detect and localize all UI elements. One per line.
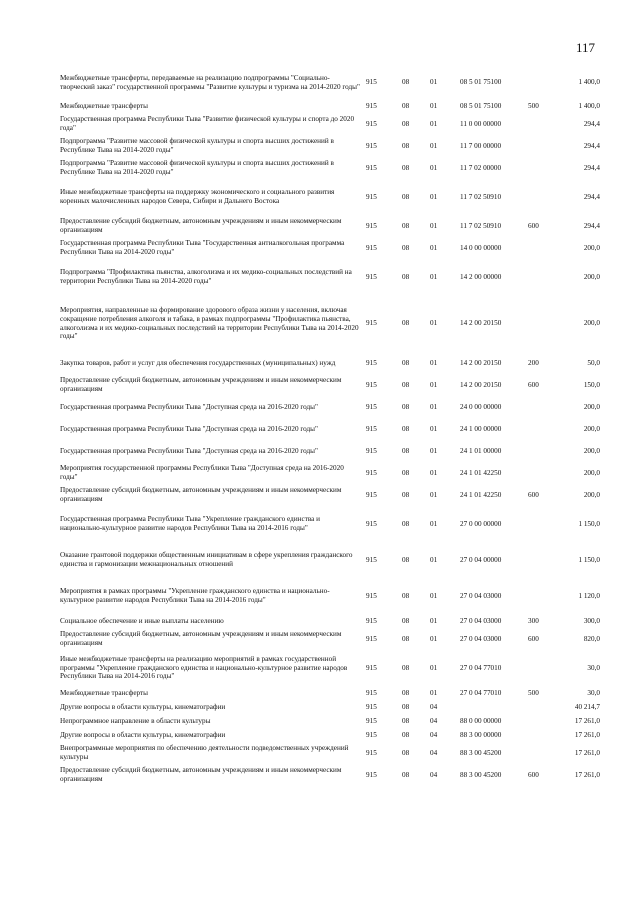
table-row: [60, 259, 600, 295]
table-row: [60, 714, 600, 728]
table-row: [60, 650, 600, 686]
row-target-article: 24 1 01 00000: [460, 446, 502, 455]
row-section: 08: [402, 380, 410, 389]
row-amount: 200,0: [583, 468, 600, 477]
table-row: [60, 157, 600, 179]
row-gr-code: 915: [366, 446, 377, 455]
row-subsection: 01: [430, 424, 438, 433]
row-subsection: 01: [430, 163, 438, 172]
row-subsection: 01: [430, 221, 438, 230]
row-gr-code: 915: [366, 702, 377, 711]
row-gr-code: 915: [366, 163, 377, 172]
row-subsection: 01: [430, 519, 438, 528]
row-target-article: 27 0 04 03000: [460, 634, 502, 643]
row-subsection: 01: [430, 243, 438, 252]
row-expense-type: [528, 259, 554, 295]
row-target-article: 08 5 01 75100: [460, 101, 502, 110]
table-row: [60, 215, 600, 237]
row-gr-code: 915: [366, 402, 377, 411]
row-section: 08: [402, 163, 410, 172]
row-gr-code: 915: [366, 716, 377, 725]
row-gr-code: 915: [366, 591, 377, 600]
row-amount: 200,0: [583, 272, 600, 281]
row-gr-code: 915: [366, 770, 377, 779]
table-row: [60, 484, 600, 506]
row-subsection: 01: [430, 358, 438, 367]
row-target-article: 14 2 00 00000: [460, 272, 502, 281]
row-amount: 294,4: [583, 221, 600, 230]
row-section: 08: [402, 490, 410, 499]
row-gr-code: 915: [366, 78, 377, 87]
row-expense-type: [528, 542, 554, 578]
row-subsection: 01: [430, 192, 438, 201]
row-target-article: 27 0 04 77010: [460, 688, 502, 697]
row-subsection: 04: [430, 770, 438, 779]
table-row: [60, 628, 600, 650]
table-row: [60, 578, 600, 614]
row-expense-type: [528, 742, 554, 764]
row-subsection: 04: [430, 730, 438, 739]
table-row: [60, 374, 600, 396]
row-subsection: 04: [430, 702, 438, 711]
row-expense-type: [528, 462, 554, 484]
row-expense-type: [528, 295, 554, 352]
row-target-article: 11 7 02 50910: [460, 192, 502, 201]
row-amount: 30,0: [587, 688, 600, 697]
row-section: 08: [402, 78, 410, 87]
row-gr-code: 915: [366, 192, 377, 201]
table-row: [60, 742, 600, 764]
row-amount: 1 150,0: [578, 555, 600, 564]
row-expense-type: [528, 113, 554, 135]
row-subsection: 01: [430, 688, 438, 697]
table-row: [60, 764, 600, 786]
row-gr-code: 915: [366, 243, 377, 252]
row-gr-code: 915: [366, 221, 377, 230]
row-section: 08: [402, 770, 410, 779]
row-expense-type: 300: [528, 616, 539, 625]
row-gr-code: 915: [366, 141, 377, 150]
row-target-article: 88 3 00 45200: [460, 770, 502, 779]
row-section: 08: [402, 101, 410, 110]
row-gr-code: 915: [366, 616, 377, 625]
row-target-article: 27 0 00 00000: [460, 519, 502, 528]
table-row: [60, 418, 600, 440]
row-section: 08: [402, 221, 410, 230]
row-subsection: 01: [430, 272, 438, 281]
row-name: Межбюджетные трансферты: [60, 101, 148, 110]
row-target-article: 27 0 04 03000: [460, 616, 502, 625]
row-name: Государственная программа Республики Тыва "Доступная среда на 2016-2020 годы": [60, 424, 318, 433]
row-target-article: 11 0 00 00000: [460, 119, 502, 128]
row-subsection: 01: [430, 446, 438, 455]
row-target-article: 11 7 00 00000: [460, 141, 502, 150]
row-expense-type: [528, 700, 554, 714]
row-section: 08: [402, 663, 410, 672]
row-expense-type: [528, 157, 554, 179]
row-subsection: 04: [430, 748, 438, 757]
row-section: 08: [402, 748, 410, 757]
row-amount: 200,0: [583, 446, 600, 455]
row-target-article: 27 0 04 00000: [460, 555, 502, 564]
row-subsection: 01: [430, 490, 438, 499]
row-name: Мероприятия в рамках программы "Укрепление гражданского единства и национально-культурное развитие народов Республики Тыва на 2014-2016 годы": [60, 587, 330, 604]
row-name: Предоставление субсидий бюджетным, автономным учреждениям и иным некоммерческим организациям: [60, 217, 342, 234]
row-section: 08: [402, 468, 410, 477]
row-name: Предоставление субсидий бюджетным, автономным учреждениям и иным некоммерческим организациям: [60, 376, 342, 393]
table-row: [60, 700, 600, 714]
row-target-article: 08 5 01 75100: [460, 78, 502, 87]
row-expense-type: [528, 578, 554, 614]
row-section: 08: [402, 243, 410, 252]
row-name: Социальное обеспечение и иные выплаты населению: [60, 616, 224, 625]
budget-table: [60, 66, 600, 786]
row-section: 08: [402, 119, 410, 128]
row-subsection: 01: [430, 402, 438, 411]
row-target-article: [460, 700, 528, 714]
row-amount: 17 261,0: [574, 748, 600, 757]
row-target-article: 24 1 01 42250: [460, 490, 502, 499]
row-subsection: 01: [430, 634, 438, 643]
row-subsection: 01: [430, 119, 438, 128]
row-section: 08: [402, 402, 410, 411]
row-subsection: 01: [430, 555, 438, 564]
row-expense-type: 600: [528, 770, 539, 779]
row-expense-type: 200: [528, 358, 539, 367]
table-row: [60, 66, 600, 99]
row-name: Подпрограмма "Профилактика пьянства, алкоголизма и их медико-социальных последствий на территории Республики Тыва на 2014-2020 годы": [60, 268, 352, 285]
row-gr-code: 915: [366, 468, 377, 477]
row-expense-type: 600: [528, 221, 539, 230]
row-gr-code: 915: [366, 730, 377, 739]
row-name: Подпрограмма "Развитие массовой физической культуры и спорта высших достижений в Республике Тыва на 2014-2020 годы": [60, 137, 334, 154]
row-name: Другие вопросы в области культуры, кинематографии: [60, 730, 226, 739]
row-gr-code: 915: [366, 358, 377, 367]
table-body: [60, 66, 600, 786]
row-gr-code: 915: [366, 424, 377, 433]
row-amount: 200,0: [583, 424, 600, 433]
row-amount: 1 400,0: [578, 101, 600, 110]
row-amount: 1 120,0: [578, 591, 600, 600]
row-expense-type: [528, 418, 554, 440]
row-name: Иные межбюджетные трансферты на поддержку экономического и социального развития коренных малочисленных народов Севера, Сибири и Дальнего Востока: [60, 188, 335, 205]
row-name: Иные межбюджетные трансферты на реализацию мероприятий в рамках государственной программы "Укрепление гражданского единства и национально-культурное развитие народов Республики Тыва на 2014-2016 годы": [60, 655, 348, 681]
row-gr-code: 915: [366, 380, 377, 389]
row-target-article: 27 0 04 77010: [460, 663, 502, 672]
table-row: [60, 352, 600, 374]
row-amount: 294,4: [583, 163, 600, 172]
row-name: Предоставление субсидий бюджетным, автономным учреждениям и иным некоммерческим организациям: [60, 486, 342, 503]
row-section: 08: [402, 702, 410, 711]
table-row: [60, 135, 600, 157]
row-amount: 17 261,0: [574, 730, 600, 739]
row-name: Предоставление субсидий бюджетным, автономным учреждениям и иным некоммерческим организациям: [60, 766, 342, 783]
table-row: [60, 614, 600, 628]
row-target-article: 24 1 00 00000: [460, 424, 502, 433]
row-target-article: 11 7 02 50910: [460, 221, 502, 230]
row-amount: 17 261,0: [574, 716, 600, 725]
row-subsection: 01: [430, 101, 438, 110]
row-gr-code: 915: [366, 688, 377, 697]
row-section: 08: [402, 616, 410, 625]
row-name: Государственная программа Республики Тыва "Укрепление гражданского единства и национально-культурное развитие народов Республики Тыва на 2014-2016 годы": [60, 515, 320, 532]
row-expense-type: 500: [528, 101, 539, 110]
row-section: 08: [402, 591, 410, 600]
row-subsection: 04: [430, 716, 438, 725]
row-expense-type: [528, 728, 554, 742]
row-gr-code: 915: [366, 663, 377, 672]
row-gr-code: 915: [366, 555, 377, 564]
row-section: 08: [402, 192, 410, 201]
row-section: 08: [402, 634, 410, 643]
row-subsection: 01: [430, 319, 438, 328]
table-row: [60, 113, 600, 135]
table-row: [60, 440, 600, 462]
row-expense-type: [528, 135, 554, 157]
row-subsection: 01: [430, 591, 438, 600]
row-section: 08: [402, 519, 410, 528]
row-amount: 200,0: [583, 243, 600, 252]
row-name: Предоставление субсидий бюджетным, автономным учреждениям и иным некоммерческим организациям: [60, 630, 342, 647]
row-gr-code: 915: [366, 272, 377, 281]
row-section: 08: [402, 688, 410, 697]
row-expense-type: [528, 396, 554, 418]
row-expense-type: [528, 237, 554, 259]
row-section: 08: [402, 319, 410, 328]
row-amount: 30,0: [587, 663, 600, 672]
row-subsection: 01: [430, 468, 438, 477]
row-gr-code: 915: [366, 634, 377, 643]
row-name: Государственная программа Республики Тыва "Развитие физической культуры и спорта до 2020 года": [60, 115, 355, 132]
row-section: 08: [402, 716, 410, 725]
row-target-article: 88 3 00 00000: [460, 730, 502, 739]
row-amount: 150,0: [583, 380, 600, 389]
row-section: 08: [402, 446, 410, 455]
row-expense-type: [528, 650, 554, 686]
row-amount: 820,0: [583, 634, 600, 643]
row-target-article: 27 0 04 03000: [460, 591, 502, 600]
row-name: Мероприятия, направленные на формирование здорового образа жизни у населения, включая сокращение потребления алкоголя и табака, в рамках подпрограммы "Профилактика пьянства, алкоголизма и их медико-социальных последствий на территории Республики Тыва на 2014-2020 годы": [60, 306, 359, 341]
row-gr-code: 915: [366, 319, 377, 328]
row-gr-code: 915: [366, 748, 377, 757]
row-target-article: 88 0 00 00000: [460, 716, 502, 725]
row-expense-type: [528, 714, 554, 728]
row-target-article: 14 0 00 00000: [460, 243, 502, 252]
row-section: 08: [402, 555, 410, 564]
row-subsection: 01: [430, 663, 438, 672]
row-amount: 1 150,0: [578, 519, 600, 528]
row-amount: 200,0: [583, 319, 600, 328]
table-row: [60, 396, 600, 418]
row-amount: 294,4: [583, 192, 600, 201]
row-amount: 40 214,7: [574, 702, 600, 711]
row-name: Государственная программа Республики Тыва "Доступная среда на 2016-2020 годы": [60, 446, 318, 455]
row-expense-type: [528, 506, 554, 542]
table-row: [60, 295, 600, 352]
page-number: 117: [576, 40, 596, 55]
row-expense-type: [528, 440, 554, 462]
row-expense-type: 600: [528, 380, 539, 389]
row-subsection: 01: [430, 380, 438, 389]
row-expense-type: 500: [528, 688, 539, 697]
row-gr-code: 915: [366, 101, 377, 110]
table-row: [60, 237, 600, 259]
table-row: [60, 686, 600, 700]
row-name: Подпрограмма "Развитие массовой физической культуры и спорта высших достижений в Республике Тыва на 2014-2020 годы": [60, 159, 334, 176]
row-name: Закупка товаров, работ и услуг для обеспечения государственных (муниципальных) нужд: [60, 358, 336, 367]
row-target-article: 14 2 00 20150: [460, 358, 502, 367]
table-row: [60, 542, 600, 578]
row-amount: 294,4: [583, 141, 600, 150]
row-gr-code: 915: [366, 519, 377, 528]
row-target-article: 24 0 00 00000: [460, 402, 502, 411]
row-name: Непрограммное направление в области культуры: [60, 716, 211, 725]
row-expense-type: [528, 66, 554, 99]
row-subsection: 01: [430, 141, 438, 150]
row-section: 08: [402, 272, 410, 281]
row-expense-type: [528, 179, 554, 215]
row-amount: 1 400,0: [578, 78, 600, 87]
row-target-article: 11 7 02 00000: [460, 163, 502, 172]
row-target-article: 88 3 00 45200: [460, 748, 502, 757]
row-amount: 50,0: [587, 358, 600, 367]
row-target-article: 14 2 00 20150: [460, 319, 502, 328]
row-target-article: 24 1 01 42250: [460, 468, 502, 477]
row-section: 08: [402, 424, 410, 433]
row-expense-type: 600: [528, 634, 539, 643]
table-row: [60, 506, 600, 542]
row-section: 08: [402, 358, 410, 367]
row-name: Другие вопросы в области культуры, кинематографии: [60, 702, 226, 711]
table-row: [60, 462, 600, 484]
row-amount: 17 261,0: [574, 770, 600, 779]
row-amount: 200,0: [583, 402, 600, 411]
row-amount: 294,4: [583, 119, 600, 128]
row-name: Государственная программа Республики Тыва "Доступная среда на 2016-2020 годы": [60, 402, 318, 411]
row-name: Оказание грантовой поддержки общественным инициативам в сфере укрепления гражданского единства и гармонизации межнациональных отношений: [60, 551, 353, 568]
row-gr-code: 915: [366, 119, 377, 128]
row-section: 08: [402, 141, 410, 150]
row-name: Внепрограммные мероприятия по обеспечению деятельности подведомственных учреждений культуры: [60, 744, 349, 761]
row-amount: 300,0: [583, 616, 600, 625]
row-section: 08: [402, 730, 410, 739]
row-subsection: 01: [430, 78, 438, 87]
row-amount: 200,0: [583, 490, 600, 499]
row-gr-code: 915: [366, 490, 377, 499]
row-name: Межбюджетные трансферты: [60, 688, 148, 697]
row-name: Государственная программа Республики Тыва "Государственная антиалкогольная программа Республики Тыва на 2014-2020 годы": [60, 239, 345, 256]
table-row: [60, 179, 600, 215]
row-subsection: 01: [430, 616, 438, 625]
row-target-article: 14 2 00 20150: [460, 380, 502, 389]
table-row: [60, 99, 600, 113]
row-expense-type: 600: [528, 490, 539, 499]
row-name: Межбюджетные трансферты, передаваемые на реализацию подпрограммы "Социально-творческий заказ" государственной программы "Развитие культуры и туризма на 2014-2020 годы": [60, 73, 360, 91]
table-row: [60, 728, 600, 742]
row-name: Мероприятия государственной программы Республики Тыва "Доступная среда на 2016-2020 годы": [60, 464, 344, 481]
